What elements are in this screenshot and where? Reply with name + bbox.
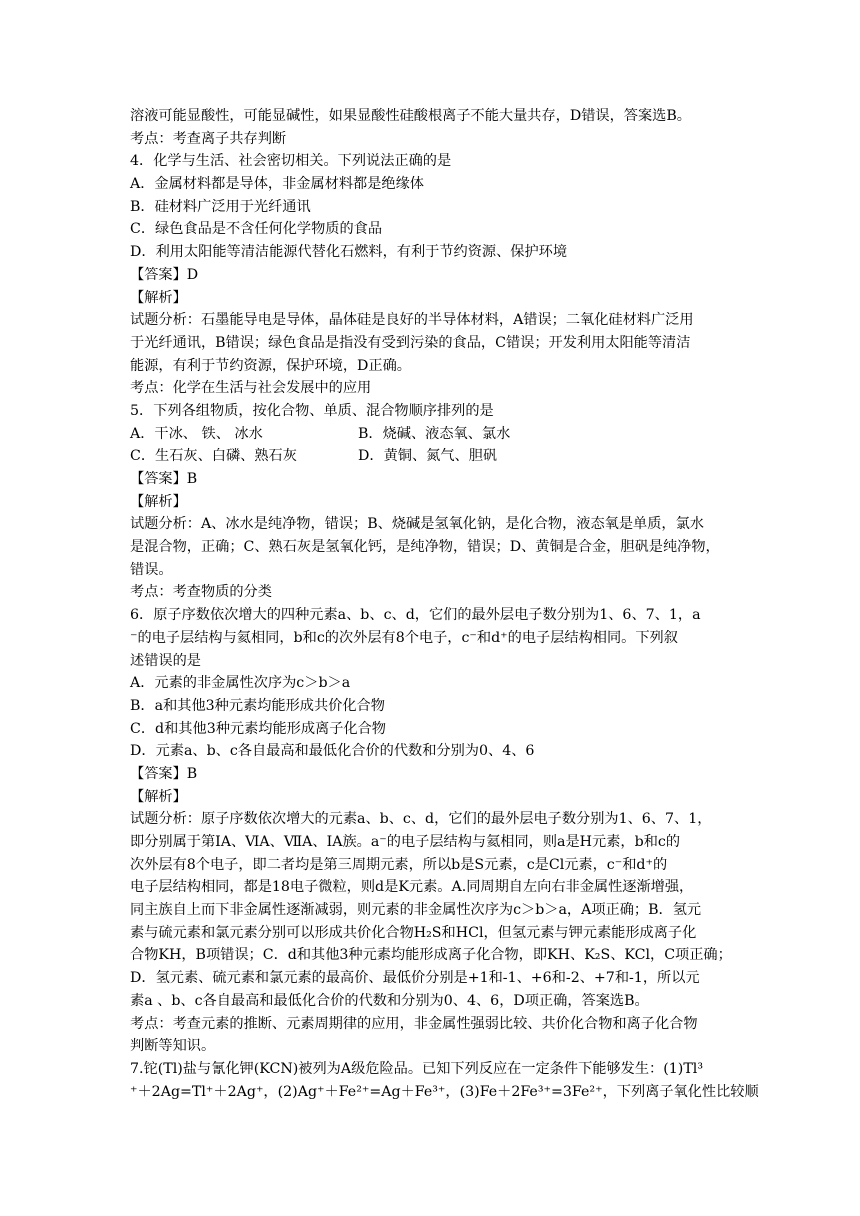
text-line: 述错误的是 bbox=[130, 652, 201, 669]
text-line: ⁻的电子层结构与氦相同，b和c的次外层有8个电子，c⁻和d⁺的电子层结构相同。下列叙 bbox=[130, 629, 678, 646]
text-line: 同主族自上而下非金属性逐渐减弱，则元素的非金属性次序为c＞b＞a，A项正确；B．氢元 bbox=[130, 902, 702, 919]
text-line: D．氢元素、硫元素和氯元素的最高价、最低价分别是+1和-1、+6和-2、+7和-1，所以元 bbox=[130, 970, 700, 987]
text-line: A．元素的非金属性次序为c＞b＞a bbox=[130, 675, 351, 692]
text-line: 【答案】B bbox=[130, 471, 198, 487]
text-line: 7.铊(Tl)盐与氰化钾(KCN)被列为A级危险品。已知下列反应在一定条件下能够发生：(1)Tl³ bbox=[130, 1060, 704, 1077]
text-line: B．硅材料广泛用于光纤通讯 bbox=[130, 198, 311, 215]
option-text: D．黄铜、氮气、胆矾 bbox=[358, 448, 498, 465]
text-line: D．元素a、b、c各自最高和最低化合价的代数和分别为0、4、6 bbox=[130, 743, 535, 760]
text-line: 试题分析：原子序数依次增大的元素a、b、c、d，它们的最外层电子数分别为1、6、7、1， bbox=[130, 811, 712, 828]
text-line: D．利用太阳能等清洁能源代替化石燃料，有利于节约资源、保护环境 bbox=[130, 244, 568, 261]
option-text: C．生石灰、白磷、熟石灰 bbox=[130, 448, 297, 465]
text-line: 能源，有利于节约资源，保护环境，D正确。 bbox=[130, 357, 411, 374]
text-line: 试题分析：石墨能导电是导体，晶体硅是良好的半导体材料，A错误；二氧化硅材料广泛用 bbox=[130, 312, 694, 329]
text-line: 考点：考查元素的推断、元素周期律的应用，非金属性强弱比较、共价化合物和离子化合物 bbox=[130, 1015, 698, 1032]
document-body bbox=[130, 105, 759, 1103]
text-line: 次外层有8个电子，即二者均是第三周期元素，所以b是S元素，c是Cl元素，c⁻和d⁺的 bbox=[130, 856, 668, 873]
text-line: C．绿色食品是不含任何化学物质的食品 bbox=[130, 221, 383, 238]
text-line: 溶液可能显酸性，可能显碱性，如果显酸性硅酸根离子不能大量共存，D错误，答案选B。 bbox=[130, 108, 691, 124]
text-line: 是混合物，正确；C、熟石灰是氢氧化钙，是纯净物，错误；D、黄铜是合金，胆矾是纯净物， bbox=[130, 539, 720, 556]
text-line: 考点：考查物质的分类 bbox=[130, 584, 272, 601]
option-row bbox=[130, 423, 732, 446]
text-line: 素与硫元素和氯元素分别可以形成共价化合物H₂S和HCl，但氢元素与钾元素能形成离子化 bbox=[130, 924, 697, 941]
text-line: C．d和其他3种元素均能形成离子化合物 bbox=[130, 720, 386, 737]
text-line: 电子层结构相同，都是18电子微粒，则d是K元素。A.同周期自左向右非金属性逐渐增强， bbox=[130, 879, 694, 896]
text-line: A．金属材料都是导体，非金属材料都是绝缘体 bbox=[130, 176, 424, 193]
option-row bbox=[130, 445, 732, 468]
text-line: 【解析】 bbox=[130, 788, 187, 805]
text-line: 5．下列各组物质，按化合物、单质、混合物顺序排列的是 bbox=[130, 402, 494, 419]
text-line: 错误。 bbox=[130, 561, 173, 578]
text-line: 6．原子序数依次增大的四种元素a、b、c、d，它们的最外层电子数分别为1、6、7、1，a bbox=[130, 607, 701, 624]
text-line: 考点：考查离子共存判断 bbox=[130, 130, 287, 147]
text-line: 4．化学与生活、社会密切相关。下列说法正确的是 bbox=[130, 153, 452, 170]
text-line: 判断等知识。 bbox=[130, 1038, 216, 1055]
text-line: 【解析】 bbox=[130, 289, 187, 306]
option-text: B．烧碱、液态氧、氯水 bbox=[358, 425, 511, 442]
text-line: 【答案】B bbox=[130, 765, 198, 782]
text-line: ⁺＋2Ag=Tl⁺＋2Ag⁺，(2)Ag⁺＋Fe²⁺=Ag＋Fe³⁺，(3)Fe＋2Fe³⁺=3Fe²⁺，下列离子氧化性比较顺 bbox=[130, 1083, 759, 1100]
text-line: 【解析】 bbox=[130, 493, 187, 510]
text-line: B．a和其他3种元素均能形成共价化合物 bbox=[130, 697, 385, 714]
text-line: 即分别属于第IA、ⅥA、ⅦA、IA族。a⁻的电子层结构与氦相同，则a是H元素，b和c的 bbox=[130, 834, 681, 850]
text-line: 试题分析：A、冰水是纯净物，错误；B、烧碱是氢氧化钠，是化合物，液态氧是单质，氯水 bbox=[130, 516, 704, 533]
text-line: 合物KH，B项错误；C．d和其他3种元素均能形成离子化合物，即KH、K₂S、KCl，C项正确； bbox=[130, 947, 732, 964]
text-line: 考点：化学在生活与社会发展中的应用 bbox=[130, 380, 372, 397]
text-line: 素a 、b、c各自最高和最低化合价的代数和分别为0、4、6，D项正确，答案选B。 bbox=[130, 992, 649, 1009]
text-line: 于光纤通讯，B错误；绿色食品是指没有受到污染的食品，C错误；开发利用太阳能等清洁 bbox=[130, 334, 691, 351]
option-text: A．干冰、 铁、 冰水 bbox=[130, 425, 263, 442]
text-line: 【答案】D bbox=[130, 266, 199, 283]
